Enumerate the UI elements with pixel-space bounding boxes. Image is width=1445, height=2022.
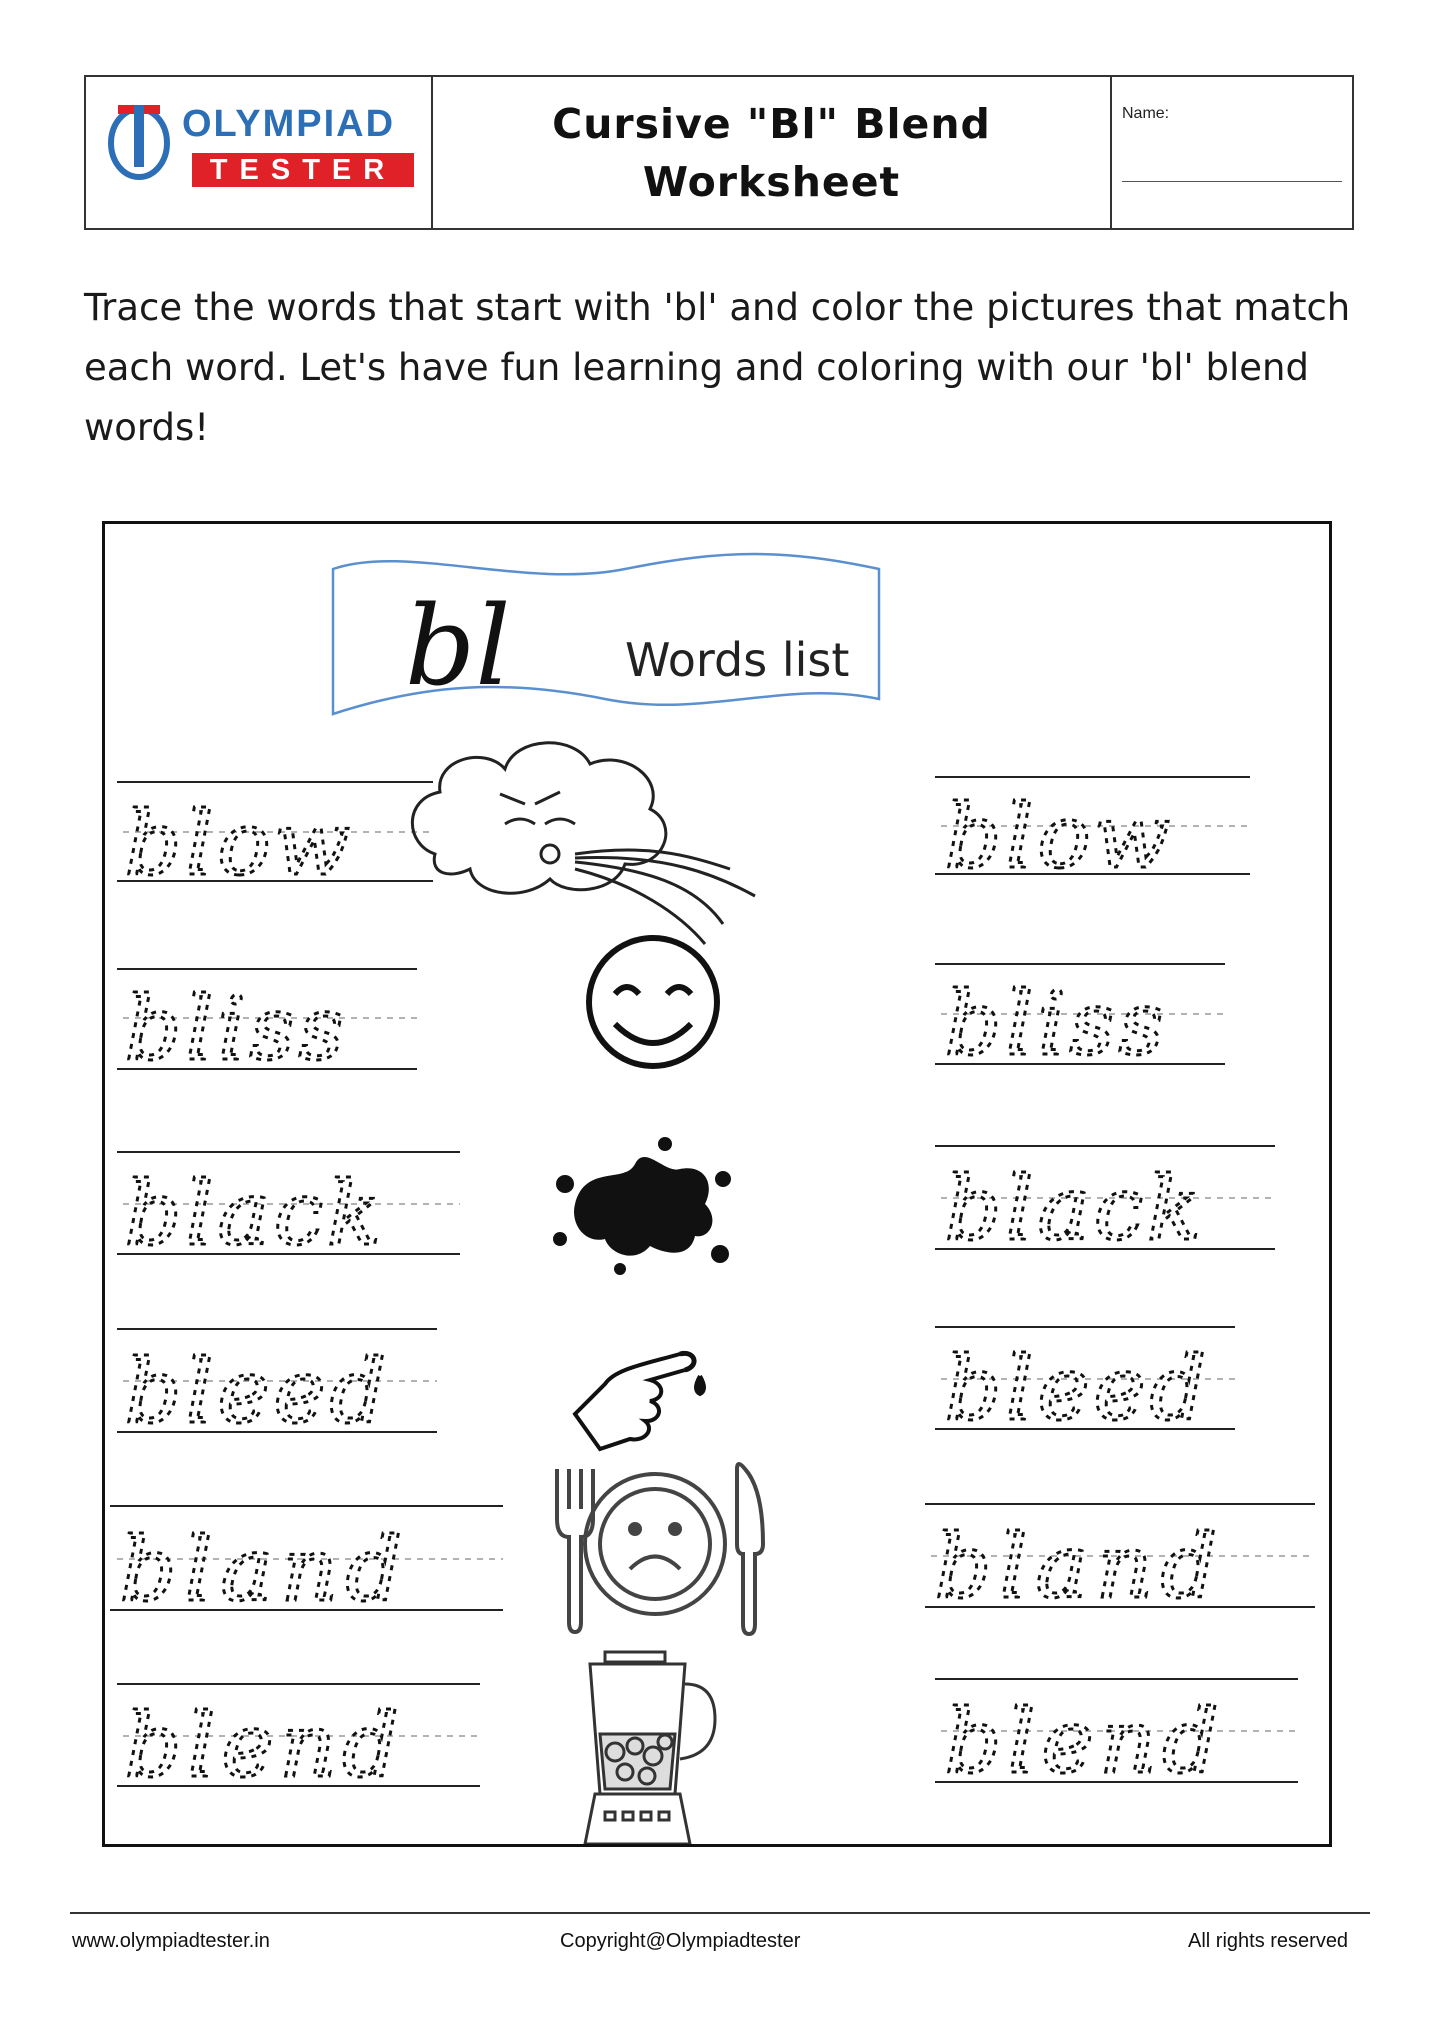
trace-word-left[interactable]: blend — [125, 1694, 405, 1797]
name-write-line[interactable] — [1122, 181, 1342, 182]
tracing-row — [117, 938, 1225, 1080]
logo-emblem-icon — [104, 95, 174, 187]
footer-divider — [70, 1912, 1370, 1914]
trace-lines-right — [935, 1327, 1235, 1440]
trace-word-right[interactable]: bland — [935, 1515, 1225, 1618]
worksheet-header — [84, 75, 1354, 230]
logo-brand-top: OLYMPIAD — [182, 103, 396, 145]
name-label: Name: — [1122, 105, 1170, 122]
trace-word-right[interactable]: black — [945, 1157, 1205, 1260]
footer-website[interactable]: www.olympiadtester.in — [72, 1930, 270, 1952]
tracing-row — [117, 1137, 1275, 1275]
words-list-banner — [333, 554, 879, 714]
banner-cursive-bl: bl — [405, 582, 511, 710]
trace-word-right[interactable]: blend — [945, 1690, 1225, 1793]
trace-lines-right — [935, 1679, 1298, 1793]
trace-word-right[interactable]: bliss — [945, 972, 1168, 1075]
title-line-1: Cursive "Bl" Blend — [552, 99, 991, 148]
title-line-2: Worksheet — [642, 157, 901, 206]
trace-word-left[interactable]: bliss — [125, 977, 348, 1080]
brand-logo — [86, 77, 433, 228]
trace-lines-right — [935, 777, 1250, 888]
ink-splat-icon — [553, 1137, 731, 1275]
tracing-row — [110, 1464, 1315, 1634]
smiley-face-icon — [589, 938, 717, 1066]
instructions-text: Trace the words that start with 'bl' and color the pictures that match each word. Let's have fun learning and coloring with our 'bl' blend words! — [84, 286, 1351, 449]
worksheet-canvas — [105, 524, 1329, 1844]
trace-word-right[interactable]: blow — [945, 785, 1174, 888]
plate-frown-icon — [557, 1464, 763, 1634]
trace-word-right[interactable]: bleed — [945, 1337, 1210, 1440]
logo-brand-bottom: TESTER — [192, 153, 414, 187]
name-box — [1112, 77, 1352, 228]
trace-lines-right — [935, 1146, 1275, 1260]
trace-word-left[interactable]: bland — [120, 1518, 410, 1621]
worksheet-title — [433, 77, 1112, 228]
trace-word-left[interactable]: bleed — [125, 1340, 390, 1443]
banner-label: Words list — [625, 633, 850, 687]
trace-word-left[interactable]: blow — [125, 792, 354, 895]
trace-lines-left — [117, 782, 433, 895]
bleeding-finger-icon — [575, 1353, 704, 1449]
trace-lines-left — [117, 1329, 437, 1443]
trace-lines-left — [117, 1684, 480, 1797]
trace-lines-left — [117, 1152, 460, 1265]
tracing-row — [117, 743, 1250, 944]
trace-lines-left — [110, 1506, 503, 1621]
trace-lines-right — [935, 964, 1225, 1075]
trace-lines-right — [925, 1504, 1315, 1618]
blender-icon — [585, 1652, 715, 1844]
blowing-cloud-icon — [412, 743, 755, 944]
trace-lines-left — [117, 969, 417, 1080]
tracing-row — [117, 1652, 1298, 1844]
trace-word-left[interactable]: black — [125, 1162, 385, 1265]
footer-rights: All rights reserved — [1188, 1930, 1349, 1952]
tracing-worksheet — [102, 521, 1332, 1847]
footer-copyright: Copyright@Olympiadtester — [560, 1930, 801, 1952]
tracing-row — [117, 1327, 1235, 1449]
